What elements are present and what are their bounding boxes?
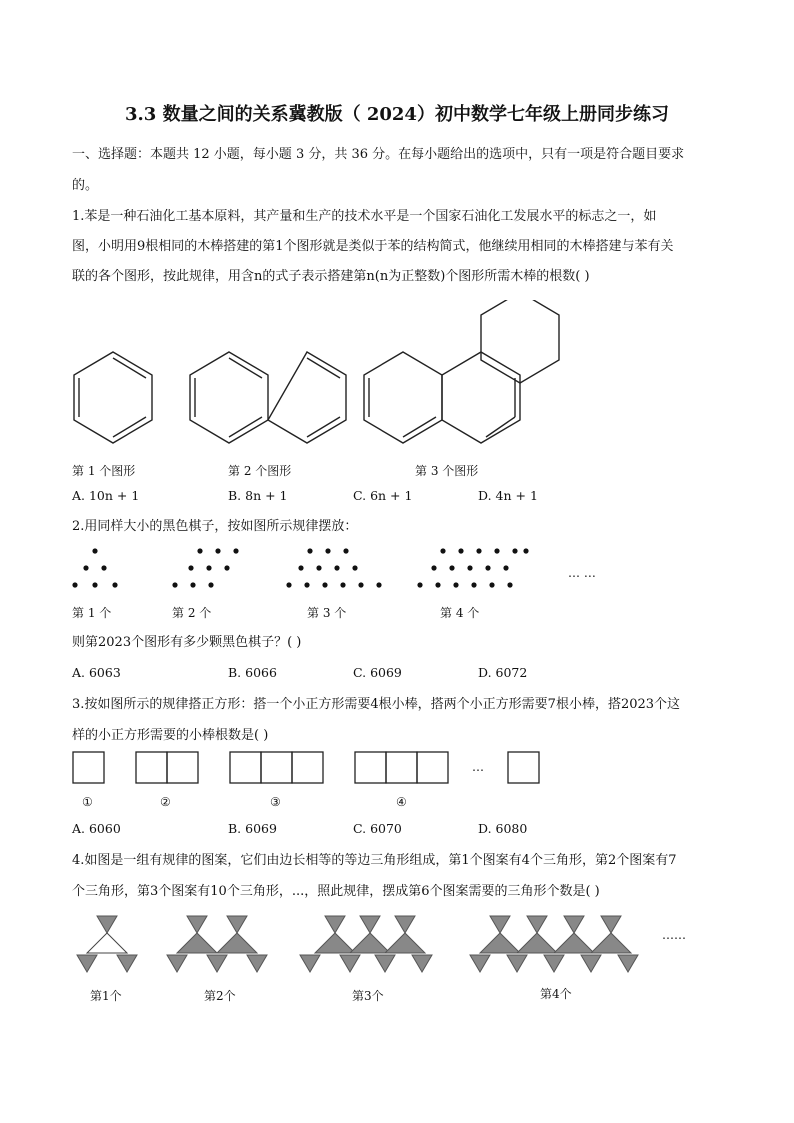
q3-option-c[interactable]: C. 6070 bbox=[353, 821, 402, 836]
q1-figure-1 bbox=[74, 352, 152, 443]
q1-stem-line3: 联的各个图形，按此规律，用含n的式子表示搭建第n(n为正整数)个图形所需木棒的根数( ) bbox=[72, 269, 590, 284]
q2-stem: 2.用同样大小的黑色棋子，按如图所示规律摆放： bbox=[72, 519, 358, 534]
q4-ellipsis: …… bbox=[662, 928, 686, 942]
q3-figure-n bbox=[508, 752, 539, 783]
q2-figure-1 bbox=[72, 548, 117, 587]
q2-figure-3 bbox=[286, 548, 381, 587]
q4-stem-line1: 4.如图是一组有规律的图案，它们由边长相等的等边三角形组成，第1个图案有4个三角形，第2个图案有7 bbox=[72, 853, 677, 868]
q2-caption-2: 第 2 个 bbox=[172, 606, 212, 620]
q1-benzene-figures bbox=[60, 300, 560, 450]
q3-figure-4 bbox=[355, 752, 448, 783]
q2-dot-figures bbox=[60, 540, 540, 595]
q4-triangle-figures bbox=[70, 912, 670, 974]
q2-option-c[interactable]: C. 6069 bbox=[353, 665, 402, 680]
q2-option-d[interactable]: D. 6072 bbox=[478, 665, 528, 680]
q3-label-2: ② bbox=[160, 795, 171, 809]
q2-figure-4 bbox=[417, 548, 528, 587]
q2-caption-4: 第 4 个 bbox=[440, 606, 480, 620]
q1-figure-2 bbox=[190, 352, 346, 443]
q1-stem-line2: 图，小明用9根相同的木棒搭建的第1个图形就是类似于苯的结构简式，他继续用相同的木棒搭建与苯有关 bbox=[72, 239, 674, 254]
q2-option-b[interactable]: B. 6066 bbox=[228, 665, 277, 680]
q1-figure-3 bbox=[364, 300, 559, 443]
q2-question: 则第2023个图形有多少颗黑色棋子？( ) bbox=[72, 635, 302, 650]
q3-ellipsis: … bbox=[472, 760, 484, 774]
q3-option-b[interactable]: B. 6069 bbox=[228, 821, 277, 836]
q1-option-c[interactable]: C. 6n + 1 bbox=[353, 488, 413, 503]
page-title: 3.3 数量之间的关系冀教版（ 2024）初中数学七年级上册同步练习 bbox=[125, 104, 669, 125]
q1-caption-3: 第 3 个图形 bbox=[415, 464, 479, 478]
section-instruction-line2: 的。 bbox=[72, 178, 99, 193]
q4-caption-2: 第2个 bbox=[204, 989, 236, 1003]
q2-caption-3: 第 3 个 bbox=[307, 606, 347, 620]
q3-label-1: ① bbox=[82, 795, 93, 809]
q4-stem-line2: 个三角形，第3个图案有10个三角形，...，照此规律，摆成第6个图案需要的三角形个数是( ) bbox=[72, 884, 600, 899]
q4-caption-4: 第4个 bbox=[540, 987, 572, 1001]
q1-caption-1: 第 1 个图形 bbox=[72, 464, 136, 478]
q2-figure-2 bbox=[172, 548, 238, 587]
q1-stem-line1: 1.苯是一种石油化工基本原料，其产量和生产的技术水平是一个国家石油化工发展水平的标志之一，如 bbox=[72, 209, 657, 224]
q1-option-b[interactable]: B. 8n + 1 bbox=[228, 488, 288, 503]
q3-label-4: ④ bbox=[396, 795, 407, 809]
q3-label-3: ③ bbox=[270, 795, 281, 809]
q3-option-d[interactable]: D. 6080 bbox=[478, 821, 528, 836]
q2-option-a[interactable]: A. 6063 bbox=[72, 665, 121, 680]
q1-option-a[interactable]: A. 10n + 1 bbox=[72, 488, 140, 503]
q3-figure-3 bbox=[230, 752, 323, 783]
q3-stem-line1: 3.按如图所示的规律搭正方形：搭一个小正方形需要4根小棒，搭两个小正方形需要7根小棒，搭2023个这 bbox=[72, 697, 681, 712]
q1-caption-2: 第 2 个图形 bbox=[228, 464, 292, 478]
q4-figure-2 bbox=[167, 916, 267, 972]
q3-stem-line2: 样的小正方形需要的小棒根数是( ) bbox=[72, 728, 269, 743]
q3-figure-1 bbox=[73, 752, 104, 783]
q4-caption-1: 第1个 bbox=[90, 989, 122, 1003]
q1-option-d[interactable]: D. 4n + 1 bbox=[478, 488, 538, 503]
q4-figure-1 bbox=[77, 916, 137, 972]
section-instruction-line1: 一、选择题：本题共 12 小题，每小题 3 分，共 36 分。在每小题给出的选项中，只有一项是符合题目要求 bbox=[72, 147, 685, 162]
q2-caption-1: 第 1 个 bbox=[72, 606, 112, 620]
q4-figure-3 bbox=[300, 916, 432, 972]
q4-caption-3: 第3个 bbox=[352, 989, 384, 1003]
q4-figure-4 bbox=[470, 916, 638, 972]
q2-ellipsis: … … bbox=[568, 566, 596, 580]
q3-figure-2 bbox=[136, 752, 198, 783]
q3-option-a[interactable]: A. 6060 bbox=[72, 821, 121, 836]
